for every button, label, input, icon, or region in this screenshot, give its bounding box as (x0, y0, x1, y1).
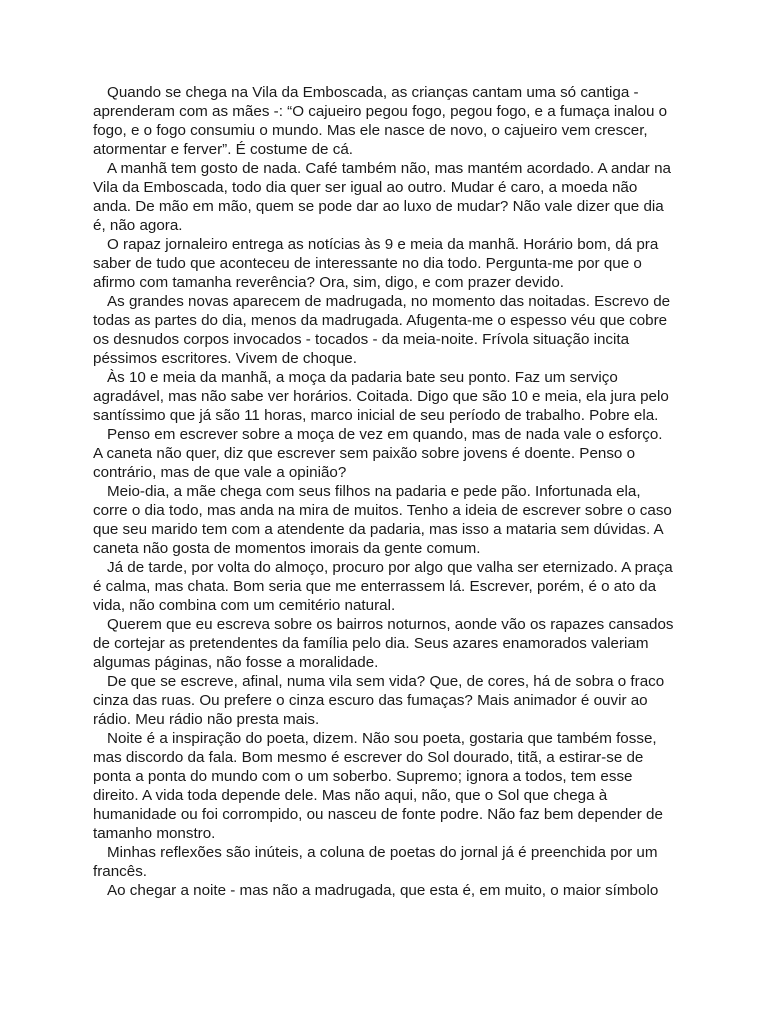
document-body (93, 83, 675, 900)
paragraph-13: Ao chegar a noite - mas não a madrugada, que esta é, em muito, o maior símbolo (107, 882, 659, 899)
paragraph-10: De que se escreve, afinal, numa vila sem vida? Que, de cores, há de sobra o fraco cinza das ruas. Ou prefere o cinza escuro das fumaças? Mais animador é ouvir ao rádio. Meu rádio não presta mais. (93, 673, 665, 728)
paragraph-3: O rapaz jornaleiro entrega as notícias às 9 e meia da manhã. Horário bom, dá pra saber de tudo que aconteceu de interessante no dia todo. Pergunta-me por que o afirmo com tamanha reverência? Ora, sim, digo, e com prazer devido. (93, 236, 659, 291)
paragraph-4: As grandes novas aparecem de madrugada, no momento das noitadas. Escrevo de todas as partes do dia, menos da madrugada. Afugenta-me o espesso véu que cobre os desnudos corpos invocados - tocados - da meia-noite. Frívola situação incita péssimos escritores. Vivem de choque. (93, 293, 671, 367)
paragraph-7: Meio-dia, a mãe chega com seus filhos na padaria e pede pão. Infortunada ela, corre o dia todo, mas anda na mira de muitos. Tenho a ideia de escrever sobre o caso que seu marido tem com a atendente da padaria, mas isso a mataria sem dúvidas. A caneta não gosta de momentos imorais da gente comum. (93, 483, 672, 557)
paragraph-9: Querem que eu escreva sobre os bairros noturnos, aonde vão os rapazes cansados de cortejar as pretendentes da família pelo dia. Seus azares enamorados valeriam algumas páginas, não fosse a moralidade. (93, 616, 674, 671)
paragraph-12: Minhas reflexões são inúteis, a coluna de poetas do jornal já é preenchida por um francês. (93, 844, 658, 880)
paragraph-6: Penso em escrever sobre a moça de vez em quando, mas de nada vale o esforço. A caneta não quer, diz que escrever sem paixão sobre jovens é doente. Penso o contrário, mas de que vale a opinião? (93, 426, 663, 481)
paragraph-5: Às 10 e meia da manhã, a moça da padaria bate seu ponto. Faz um serviço agradável, mas não sabe ver horários. Coitada. Digo que são 10 e meia, ela jura pelo santíssimo que já são 11 horas, marco inicial de seu período de trabalho. Pobre ela. (93, 369, 669, 424)
paragraph-11: Noite é a inspiração do poeta, dizem. Não sou poeta, gostaria que também fosse, mas discordo da fala. Bom mesmo é escrever do Sol dourado, titã, a estirar-se de ponta a ponta do mundo com o um soberbo. Supremo; ignora a todos, tem esse direito. A vida toda depende dele. Mas não aqui, não, que o Sol que chega à humanidade ou foi corrompido, ou nasceu de fonte podre. Não faz bem depender de tamanho monstro. (93, 730, 663, 842)
paragraph-2: A manhã tem gosto de nada. Café também não, mas mantém acordado. A andar na Vila da Emboscada, todo dia quer ser igual ao outro. Mudar é caro, a moeda não anda. De mão em mão, quem se pode dar ao luxo de mudar? Não vale dizer que dia é, não agora. (93, 160, 671, 234)
paragraph-8: Já de tarde, por volta do almoço, procuro por algo que valha ser eternizado. A praça é calma, mas chata. Bom seria que me enterrassem lá. Escrever, porém, é o ato da vida, não combina com um cemitério natural. (93, 559, 673, 614)
paragraph-1: Quando se chega na Vila da Emboscada, as crianças cantam uma só cantiga - aprenderam com as mães -: “O cajueiro pegou fogo, pegou fogo, e a fumaça inalou o fogo, e o fogo consumiu o mundo. Mas ele nasce de novo, o cajueiro vem crescer, atormentar e ferver”. É costume de cá. (93, 84, 668, 158)
